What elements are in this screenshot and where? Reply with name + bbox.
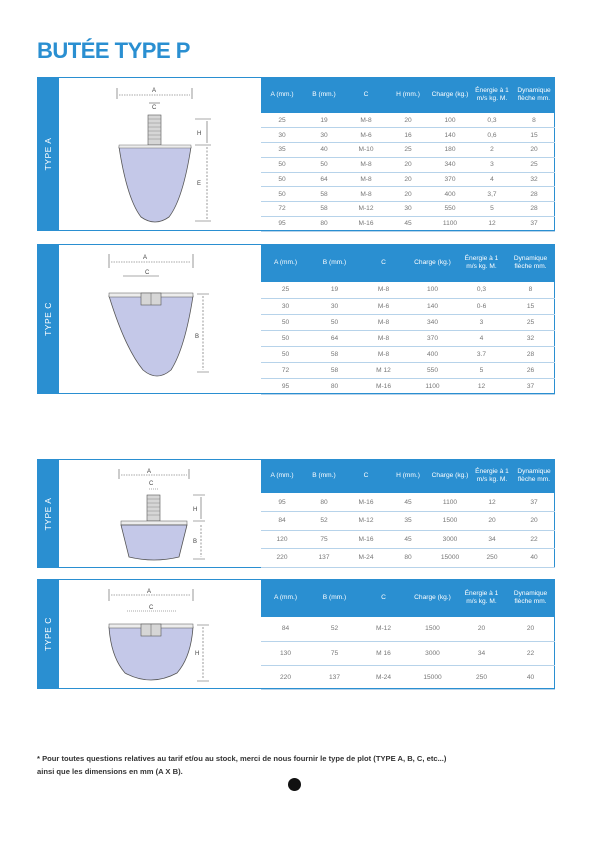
table-cell: M-8 (345, 172, 387, 187)
table-cell: 130 (261, 641, 310, 665)
table-cell: M 12 (359, 362, 408, 378)
table-row (261, 216, 555, 231)
sidebar-band (37, 77, 59, 231)
table-cell: 35 (261, 143, 303, 158)
table-cell: M-12 (359, 617, 408, 641)
table-cell: 26 (506, 362, 555, 378)
column-header: Énergie à 1 m/s kg. M. (457, 579, 506, 617)
table-row (261, 549, 555, 568)
table-cell: M-16 (359, 378, 408, 394)
table-cell: M-8 (359, 314, 408, 330)
page-marker-dot (288, 778, 301, 791)
table-cell: 30 (310, 298, 359, 314)
table-cell: 15000 (408, 665, 457, 689)
table-cell: M-16 (345, 493, 387, 512)
table-cell: 25 (261, 113, 303, 128)
table-cell: 72 (261, 362, 310, 378)
dim-label-b: B (193, 539, 198, 545)
table-cell: 12 (471, 493, 513, 512)
section-label: TYPE A (43, 137, 53, 171)
table-cell: 137 (303, 549, 345, 568)
table-row (261, 330, 555, 346)
table-cell: 52 (303, 512, 345, 531)
table-cell: M-8 (345, 113, 387, 128)
table-cell: 50 (261, 314, 310, 330)
table-cell: 250 (457, 665, 506, 689)
table-cell: 30 (261, 298, 310, 314)
table-cell: 400 (408, 346, 457, 362)
table-cell: 64 (303, 172, 345, 187)
dim-label-h: H (193, 507, 198, 513)
spec-table (261, 77, 555, 232)
table-row (261, 282, 555, 298)
table-cell: 220 (261, 549, 303, 568)
column-header: H (mm.) (387, 77, 429, 113)
table-cell: 1100 (408, 378, 457, 394)
dim-label-b: B (195, 334, 200, 340)
table-cell: 550 (429, 202, 471, 217)
table-cell: 180 (429, 143, 471, 158)
table-cell: 4 (457, 330, 506, 346)
table-cell: 30 (387, 202, 429, 217)
column-header: Dynamique flèche mm. (506, 244, 555, 282)
table-row (261, 143, 555, 158)
table-cell: 58 (310, 346, 359, 362)
table-cell: M-12 (345, 512, 387, 531)
product-drawing (97, 248, 247, 393)
column-header: B (mm.) (303, 77, 345, 113)
table-cell: 64 (310, 330, 359, 346)
column-header: H (mm.) (387, 459, 429, 493)
table-cell: 45 (387, 493, 429, 512)
spec-table (261, 579, 555, 690)
table-cell: 20 (387, 172, 429, 187)
table-cell: 80 (310, 378, 359, 394)
table-cell: M-6 (359, 298, 408, 314)
section-type-c-1 (37, 244, 555, 394)
column-header: A (mm.) (261, 579, 310, 617)
table-cell: 250 (471, 549, 513, 568)
dim-label-a: A (143, 255, 148, 261)
table-cell: 35 (387, 512, 429, 531)
column-header: Charge (kg.) (408, 244, 457, 282)
table-cell: 80 (387, 549, 429, 568)
dim-label-c: C (149, 481, 154, 487)
table-cell: 25 (261, 282, 310, 298)
table-row (261, 362, 555, 378)
table-cell: M-8 (359, 346, 408, 362)
table-cell: 2 (471, 143, 513, 158)
table-row (261, 665, 555, 689)
table-cell: 20 (506, 617, 555, 641)
sidebar-band (37, 579, 59, 689)
column-header: Charge (kg.) (429, 459, 471, 493)
table-cell: 37 (513, 493, 555, 512)
table-cell: 0,3 (471, 113, 513, 128)
table-cell: 25 (513, 157, 555, 172)
table-cell: 25 (387, 143, 429, 158)
dim-label-e: E (197, 181, 202, 187)
product-drawing (97, 81, 247, 231)
table-cell: 3 (457, 314, 506, 330)
dim-label-c: C (152, 105, 157, 111)
table-cell: 37 (513, 216, 555, 231)
table-cell: 15 (506, 298, 555, 314)
table-cell: 58 (303, 187, 345, 202)
column-header: Dynamique flèche mm. (506, 579, 555, 617)
table-cell: 40 (513, 549, 555, 568)
table-cell: 0-6 (457, 298, 506, 314)
table-cell: 550 (408, 362, 457, 378)
product-drawing (97, 583, 247, 689)
table-cell: 3000 (408, 641, 457, 665)
table-cell: 1100 (429, 216, 471, 231)
table-cell: 50 (261, 187, 303, 202)
table-cell: 8 (506, 282, 555, 298)
table-cell: 19 (310, 282, 359, 298)
table-cell: 84 (261, 617, 310, 641)
column-header: C (359, 579, 408, 617)
table-cell: 1500 (429, 512, 471, 531)
table-row (261, 157, 555, 172)
table-cell: 340 (429, 157, 471, 172)
section-label: TYPE C (43, 617, 53, 651)
table-cell: 370 (408, 330, 457, 346)
table-cell: 50 (261, 330, 310, 346)
table-cell: 20 (387, 157, 429, 172)
table-cell: M-10 (345, 143, 387, 158)
table-cell: 32 (506, 330, 555, 346)
table-cell: 32 (513, 172, 555, 187)
table-row (261, 530, 555, 549)
sidebar-band (37, 244, 59, 394)
table-cell: 50 (261, 346, 310, 362)
table-cell: 8 (513, 113, 555, 128)
table-cell: 12 (457, 378, 506, 394)
table-cell: 95 (261, 378, 310, 394)
table-cell: 72 (261, 202, 303, 217)
column-header: Énergie à 1 m/s kg. M. (471, 459, 513, 493)
dim-label-a: A (147, 469, 152, 475)
column-header: B (mm.) (310, 579, 359, 617)
column-header: Dynamique flèche mm. (513, 459, 555, 493)
table-cell: 22 (513, 530, 555, 549)
table-cell: 25 (506, 314, 555, 330)
table-cell: 80 (303, 216, 345, 231)
table-cell: 50 (261, 172, 303, 187)
dim-label-c: C (149, 605, 154, 611)
sidebar-band (37, 459, 59, 568)
table-cell: 28 (513, 202, 555, 217)
table-cell: 140 (408, 298, 457, 314)
table-cell: 100 (429, 113, 471, 128)
table-cell: 20 (513, 143, 555, 158)
table-cell: 20 (387, 113, 429, 128)
table-row (261, 298, 555, 314)
table-row (261, 346, 555, 362)
column-header: Charge (kg.) (408, 579, 457, 617)
table-cell: 137 (310, 665, 359, 689)
table-cell: 5 (457, 362, 506, 378)
spec-table (261, 459, 555, 568)
column-header: B (mm.) (310, 244, 359, 282)
table-cell: 370 (429, 172, 471, 187)
table-cell: 58 (310, 362, 359, 378)
table-cell: 22 (506, 641, 555, 665)
table-cell: 34 (457, 641, 506, 665)
table-cell: 80 (303, 493, 345, 512)
table-cell: 50 (303, 157, 345, 172)
table-cell: 58 (303, 202, 345, 217)
table-cell: M-24 (359, 665, 408, 689)
footnote (37, 752, 557, 778)
table-cell: M-8 (359, 330, 408, 346)
table-cell: 120 (261, 530, 303, 549)
dim-label-h: H (197, 131, 202, 137)
table-cell: 3,7 (471, 187, 513, 202)
column-header: A (mm.) (261, 459, 303, 493)
table-cell: 15 (513, 128, 555, 143)
table-cell: 16 (387, 128, 429, 143)
column-header: Énergie à 1 m/s kg. M. (471, 77, 513, 113)
table-cell: 3 (471, 157, 513, 172)
table-cell: 50 (261, 157, 303, 172)
section-type-a-2 (37, 459, 555, 568)
table-cell: 84 (261, 512, 303, 531)
table-cell: 12 (471, 216, 513, 231)
table-row (261, 128, 555, 143)
table-cell: 52 (310, 617, 359, 641)
table-cell: 140 (429, 128, 471, 143)
table-cell: M-8 (359, 282, 408, 298)
table-cell: 3.7 (457, 346, 506, 362)
page-title: BUTÉE TYPE P (37, 38, 190, 63)
table-cell: 30 (261, 128, 303, 143)
dim-label-c: C (145, 270, 150, 276)
section-label: TYPE A (43, 497, 53, 530)
dim-label-a: A (152, 88, 157, 94)
column-header: C (359, 244, 408, 282)
table-cell: 40 (303, 143, 345, 158)
table-cell: 340 (408, 314, 457, 330)
footnote-line-1: * Pour toutes questions relatives au tarif et/ou au stock, merci de nous fournir le type de plot (TYPE A, B, C, etc...) (37, 754, 447, 763)
table-cell: 20 (387, 187, 429, 202)
table-cell: 220 (261, 665, 310, 689)
column-header: A (mm.) (261, 244, 310, 282)
table-cell: 1500 (408, 617, 457, 641)
table-cell: 37 (506, 378, 555, 394)
table-cell: 20 (457, 617, 506, 641)
table-cell: 0,6 (471, 128, 513, 143)
dim-label-a: A (147, 589, 152, 595)
table-cell: 20 (471, 512, 513, 531)
table-cell: M-6 (345, 128, 387, 143)
table-cell: M-24 (345, 549, 387, 568)
section-type-a-1 (37, 77, 555, 231)
table-cell: 75 (303, 530, 345, 549)
table-cell: 3000 (429, 530, 471, 549)
column-header: B (mm.) (303, 459, 345, 493)
table-cell: 4 (471, 172, 513, 187)
product-drawing (97, 463, 247, 568)
table-cell: M-12 (345, 202, 387, 217)
table-cell: 40 (506, 665, 555, 689)
spec-table (261, 244, 555, 395)
table-cell: 95 (261, 216, 303, 231)
table-row (261, 113, 555, 128)
table-cell: M-16 (345, 530, 387, 549)
table-row (261, 617, 555, 641)
table-cell: 20 (513, 512, 555, 531)
table-cell: M 16 (359, 641, 408, 665)
section-type-c-2 (37, 579, 555, 689)
table-cell: 95 (261, 493, 303, 512)
table-row (261, 378, 555, 394)
column-header: A (mm.) (261, 77, 303, 113)
table-row (261, 187, 555, 202)
table-cell: 30 (303, 128, 345, 143)
table-cell: 100 (408, 282, 457, 298)
column-header: Charge (kg.) (429, 77, 471, 113)
column-header: C (345, 77, 387, 113)
table-cell: 75 (310, 641, 359, 665)
table-cell: 1100 (429, 493, 471, 512)
table-row (261, 314, 555, 330)
table-cell: 5 (471, 202, 513, 217)
section-label: TYPE C (43, 302, 53, 336)
dim-label-h: H (195, 651, 200, 657)
column-header: Dynamique flèche mm. (513, 77, 555, 113)
table-row (261, 641, 555, 665)
column-header: C (345, 459, 387, 493)
table-cell: 28 (513, 187, 555, 202)
table-cell: 34 (471, 530, 513, 549)
table-cell: 50 (310, 314, 359, 330)
table-cell: 400 (429, 187, 471, 202)
table-row (261, 493, 555, 512)
table-cell: 28 (506, 346, 555, 362)
table-cell: M-8 (345, 157, 387, 172)
table-cell: M-16 (345, 216, 387, 231)
table-cell: 45 (387, 216, 429, 231)
table-cell: M-8 (345, 187, 387, 202)
table-cell: 19 (303, 113, 345, 128)
footnote-line-2: ainsi que les dimensions en mm (A X B). (37, 767, 183, 776)
table-row (261, 202, 555, 217)
table-cell: 45 (387, 530, 429, 549)
table-cell: 15000 (429, 549, 471, 568)
column-header: Énergie à 1 m/s kg. M. (457, 244, 506, 282)
table-row (261, 172, 555, 187)
table-row (261, 512, 555, 531)
table-cell: 0,3 (457, 282, 506, 298)
